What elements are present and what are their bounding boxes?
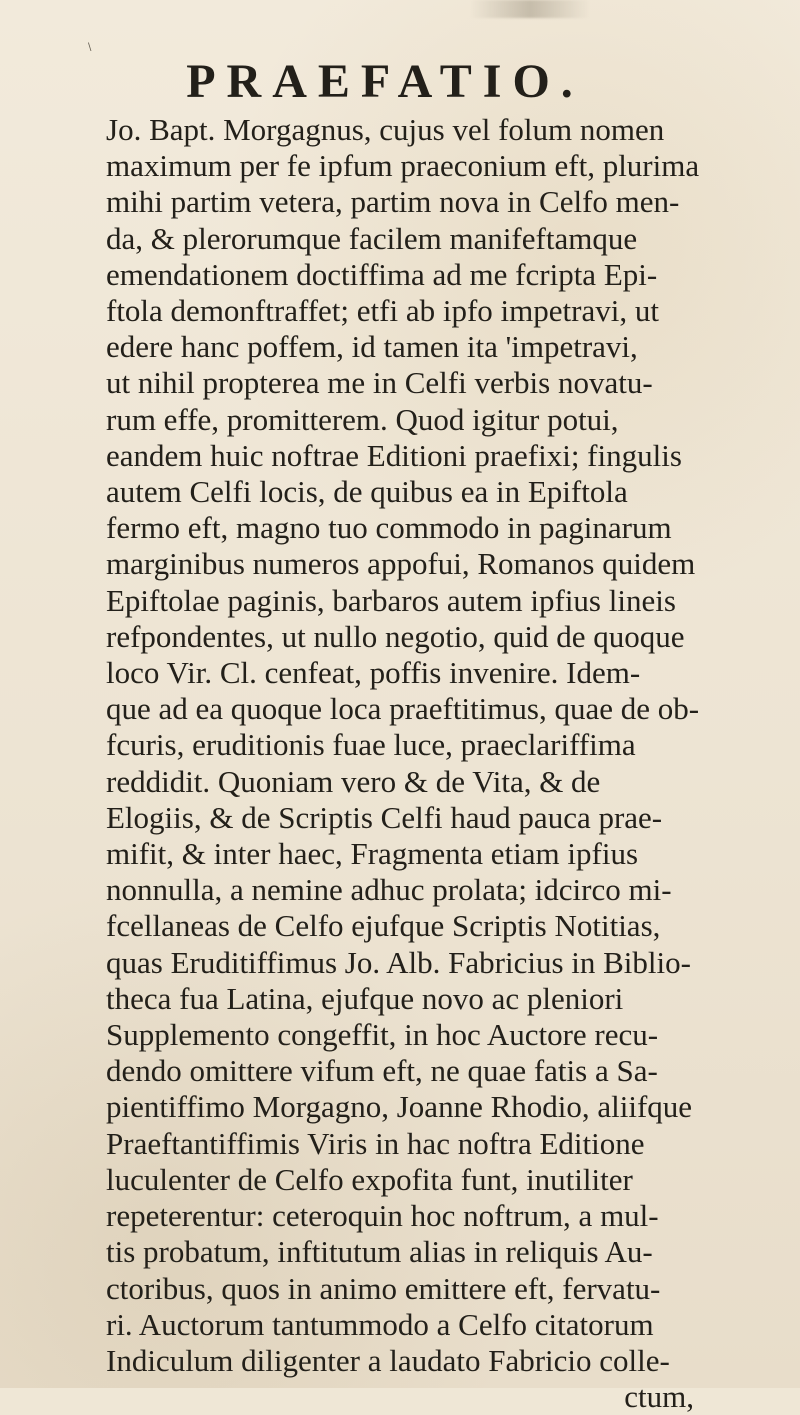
- text-line: repeterentur: ceteroquin hoc noftrum, a mul-: [106, 1198, 659, 1234]
- text-line: luculenter de Celfo expofita funt, inutiliter: [106, 1161, 633, 1197]
- text-line: nonnulla, a nemine adhuc prolata; idcirco mi-: [106, 872, 672, 908]
- text-line: rum effe, promitterem. Quod igitur potui,: [106, 401, 619, 437]
- text-line: ctoribus, quos in animo emittere eft, fervatu-: [106, 1270, 661, 1306]
- text-line: theca fua Latina, ejufque novo ac pleniori: [106, 980, 624, 1016]
- text-line: reddidit. Quoniam vero & de Vita, & de: [106, 763, 601, 799]
- text-line: maximum per fe ipfum praeconium eft, plurima: [106, 148, 700, 184]
- text-line: mifit, & inter haec, Fragmenta etiam ipfius: [106, 836, 639, 872]
- text-line: autem Celfi locis, de quibus ea in Epiftola: [106, 474, 628, 510]
- text-line: edere hanc poffem, id tamen ita 'impetravi,: [106, 329, 638, 365]
- text-line: Epiftolae paginis, barbaros autem ipfius lineis: [106, 582, 676, 618]
- text-line: emendationem doctiffima ad me fcripta Epi-: [106, 256, 658, 292]
- text-line: quas Eruditiffimus Jo. Alb. Fabricius in Biblio-: [106, 944, 691, 980]
- text-line: Supplemento congeffit, in hoc Auctore recu-: [106, 1017, 659, 1053]
- text-line: que ad ea quoque loca praeftitimus, quae de ob-: [106, 691, 700, 727]
- text-line: Indiculum diligenter a laudato Fabricio colle-: [106, 1342, 670, 1378]
- text-line: ut nihil propterea me in Celfi verbis novatu-: [106, 365, 653, 401]
- text-line: mihi partim vetera, partim nova in Celfo men-: [106, 184, 680, 220]
- text-line: fcellaneas de Celfo ejufque Scriptis Notitias,: [106, 908, 661, 944]
- corner-mark: \: [88, 42, 92, 53]
- text-line: da, & plerorumque facilem manifeftamque: [106, 220, 638, 256]
- body-text: [106, 112, 716, 1415]
- text-line: eandem huic noftrae Editioni praefixi; fingulis: [106, 437, 682, 473]
- text-line: fcuris, eruditionis fuae luce, praeclariffima: [106, 727, 636, 763]
- text-line: Elogiis, & de Scriptis Celfi haud pauca prae-: [106, 799, 663, 835]
- text-line: loco Vir. Cl. cenfeat, poffis invenire. Idem-: [106, 655, 641, 691]
- page-heading: PRAEFATIO.: [186, 55, 584, 108]
- text-line: tis probatum, inftitutum alias in reliquis Au-: [106, 1234, 653, 1270]
- text-line: refpondentes, ut nullo negotio, quid de quoque: [106, 618, 685, 654]
- text-line: marginibus numeros appofui, Romanos quidem: [106, 546, 696, 582]
- text-line: fermo eft, magno tuo commodo in paginarum: [106, 510, 672, 546]
- text-line: dendo omittere vifum eft, ne quae fatis a Sa-: [106, 1053, 658, 1089]
- text-line: Jo. Bapt. Morgagnus, cujus vel folum nomen: [106, 112, 665, 147]
- text-line: Praeftantiffimis Viris in hac noftra Editione: [106, 1125, 645, 1161]
- catchword-line: ctum,: [624, 1379, 694, 1415]
- text-line: ftola demonftraffet; etfi ab ipfo impetravi, ut: [106, 293, 659, 329]
- text-line: ri. Auctorum tantummodo a Celfo citatorum: [106, 1306, 654, 1342]
- page-stain: [470, 0, 590, 18]
- text-line: pientiffimo Morgagno, Joanne Rhodio, aliifque: [106, 1089, 693, 1125]
